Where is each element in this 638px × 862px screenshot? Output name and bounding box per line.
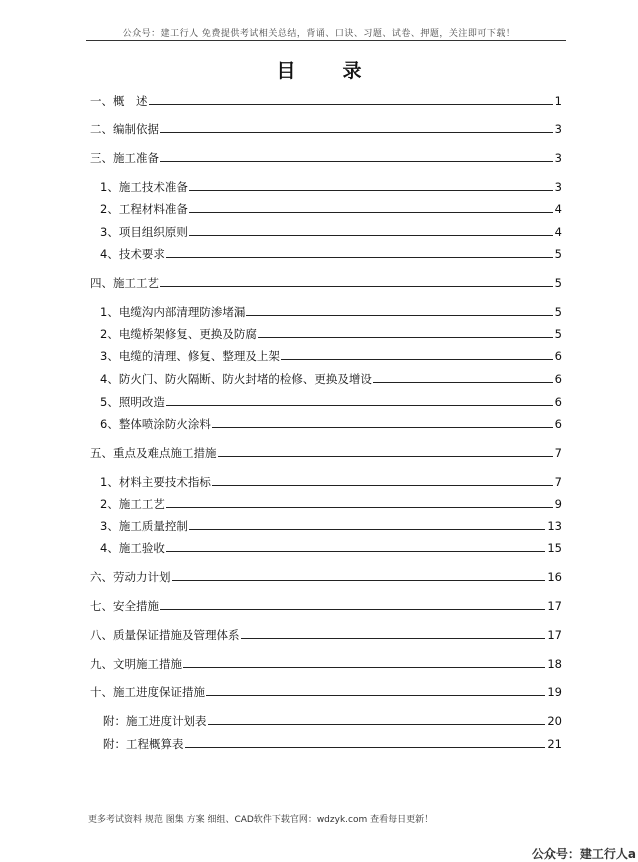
toc-entry-label: 6、整体喷涂防火涂料 xyxy=(100,417,211,431)
toc-entry-label: 十、施工进度保证措施 xyxy=(90,685,205,699)
toc-entry-label: 五、重点及难点施工措施 xyxy=(90,446,217,460)
toc-leader xyxy=(373,381,553,383)
toc-leader xyxy=(281,358,553,360)
toc-entry-page: 7 xyxy=(554,475,562,489)
toc-entry-page: 6 xyxy=(554,372,562,386)
toc-entry[interactable] xyxy=(90,685,562,700)
toc-entry-label: 2、工程材料准备 xyxy=(100,202,188,216)
toc-leader xyxy=(183,666,545,668)
toc-entry-label: 3、电缆的清理、修复、整理及上架 xyxy=(100,349,280,363)
toc-leader xyxy=(189,189,553,191)
toc-entry-label: 附：工程概算表 xyxy=(103,737,184,751)
toc-leader xyxy=(166,256,553,258)
toc-entry-page: 6 xyxy=(554,417,562,431)
toc-entry-page: 9 xyxy=(554,497,562,511)
toc-leader xyxy=(160,160,553,162)
toc-leader xyxy=(241,637,546,639)
toc-entry-label: 八、质量保证措施及管理体系 xyxy=(90,628,240,642)
toc-entry-page: 20 xyxy=(547,714,562,728)
toc-entry-page: 5 xyxy=(554,305,562,319)
toc-entry-label: 二、编制依据 xyxy=(90,122,159,136)
toc-leader xyxy=(189,234,553,236)
toc-entry-label: 1、材料主要技术指标 xyxy=(100,475,211,489)
toc-entry[interactable] xyxy=(100,202,562,217)
toc-entry-label: 4、技术要求 xyxy=(100,247,165,261)
toc-entry-page: 13 xyxy=(547,519,562,533)
toc-entry[interactable] xyxy=(100,247,562,262)
toc-entry-page: 4 xyxy=(554,225,562,239)
toc-leader xyxy=(206,694,545,696)
toc-leader xyxy=(166,506,553,508)
toc-entry[interactable] xyxy=(100,305,562,320)
toc-entry-page: 17 xyxy=(547,628,562,642)
toc-entry[interactable] xyxy=(100,225,562,240)
toc-leader xyxy=(160,131,553,133)
toc-entry-label: 3、施工质量控制 xyxy=(100,519,188,533)
toc-entry[interactable] xyxy=(100,349,562,364)
toc-entry-page: 6 xyxy=(554,349,562,363)
toc-entry-page: 5 xyxy=(554,247,562,261)
toc-entry-label: 六、劳动力计划 xyxy=(90,570,171,584)
toc-entry[interactable] xyxy=(103,737,562,752)
toc-entry-page: 15 xyxy=(547,541,562,555)
toc-leader xyxy=(208,723,546,725)
toc-entry[interactable] xyxy=(100,541,562,556)
toc-entry[interactable] xyxy=(100,519,562,534)
toc-entry[interactable] xyxy=(90,151,562,166)
toc-entry[interactable] xyxy=(90,657,562,672)
toc-entry[interactable] xyxy=(100,180,562,195)
toc-entry-label: 四、施工工艺 xyxy=(90,276,159,290)
toc-leader xyxy=(258,336,553,338)
toc-entry-page: 3 xyxy=(554,122,562,136)
toc-leader xyxy=(160,608,545,610)
toc-entry[interactable] xyxy=(103,714,562,729)
toc-entry-page: 5 xyxy=(554,276,562,290)
toc-entry-page: 21 xyxy=(547,737,562,751)
toc-leader xyxy=(166,404,553,406)
toc-leader xyxy=(189,528,546,530)
toc-entry-label: 4、施工验收 xyxy=(100,541,165,555)
toc-entry[interactable] xyxy=(90,446,562,461)
toc-entry[interactable] xyxy=(100,327,562,342)
toc-entry[interactable] xyxy=(90,570,562,585)
toc-leader xyxy=(160,285,553,287)
toc-entry[interactable] xyxy=(100,475,562,490)
toc-leader xyxy=(246,314,552,316)
toc-leader xyxy=(166,550,546,552)
toc-entry[interactable] xyxy=(90,276,562,291)
toc-entry-page: 4 xyxy=(554,202,562,216)
toc-entry-page: 18 xyxy=(547,657,562,671)
toc-entry-page: 5 xyxy=(554,327,562,341)
toc-leader xyxy=(212,484,553,486)
watermark: 公众号：建工行人a xyxy=(531,847,636,861)
toc-leader xyxy=(185,746,546,748)
toc-entry[interactable] xyxy=(90,94,562,109)
toc-entry[interactable] xyxy=(100,395,562,410)
toc-entry-label: 1、电缆沟内部清理防渗堵漏 xyxy=(100,305,246,319)
toc-leader xyxy=(212,426,553,428)
toc-entry-label: 5、照明改造 xyxy=(100,395,165,409)
toc-entry-label: 1、施工技术准备 xyxy=(100,180,188,194)
toc-leader xyxy=(189,211,553,213)
toc-entry-page: 16 xyxy=(547,570,562,584)
toc-entry-page: 3 xyxy=(554,180,562,194)
toc-entry-page: 19 xyxy=(547,685,562,699)
page-title: 目 录 xyxy=(276,60,376,82)
toc-entry-page: 6 xyxy=(554,395,562,409)
toc-leader xyxy=(218,455,553,457)
toc-entry-label: 七、安全措施 xyxy=(90,599,159,613)
page-header-banner: 公众号：建工行人 免费提供考试相关总结，背诵、口诀、习题、试卷、押题，关注即可下载！ xyxy=(122,29,516,39)
toc-entry-label: 2、电缆桥架修复、更换及防腐 xyxy=(100,327,257,341)
toc-entry[interactable] xyxy=(90,122,562,137)
toc-entry[interactable] xyxy=(100,497,562,512)
toc-entry-page: 3 xyxy=(554,151,562,165)
toc-entry-label: 4、防火门、防火隔断、防火封堵的检修、更换及增设 xyxy=(100,372,372,386)
toc-entry-label: 2、施工工艺 xyxy=(100,497,165,511)
toc-entry-page: 17 xyxy=(547,599,562,613)
toc-entry[interactable] xyxy=(100,417,562,432)
toc-entry[interactable] xyxy=(90,628,562,643)
page-footer-text: 更多考试资料 规范 图集 方案 细组、CAD软件下载官网：wdzyk.com 查看每日更新！ xyxy=(88,815,434,825)
toc-entry-page: 7 xyxy=(554,446,562,460)
toc-entry-label: 3、项目组织原则 xyxy=(100,225,188,239)
toc-entry[interactable] xyxy=(90,599,562,614)
toc-entry[interactable] xyxy=(100,372,562,387)
toc-leader xyxy=(149,103,553,105)
toc-entry-label: 一、概 述 xyxy=(90,94,148,108)
toc-entry-label: 九、文明施工措施 xyxy=(90,657,182,671)
toc-entry-label: 三、施工准备 xyxy=(90,151,159,165)
toc-leader xyxy=(172,579,546,581)
toc-entry-page: 1 xyxy=(554,94,562,108)
toc-entry-label: 附：施工进度计划表 xyxy=(103,714,207,728)
